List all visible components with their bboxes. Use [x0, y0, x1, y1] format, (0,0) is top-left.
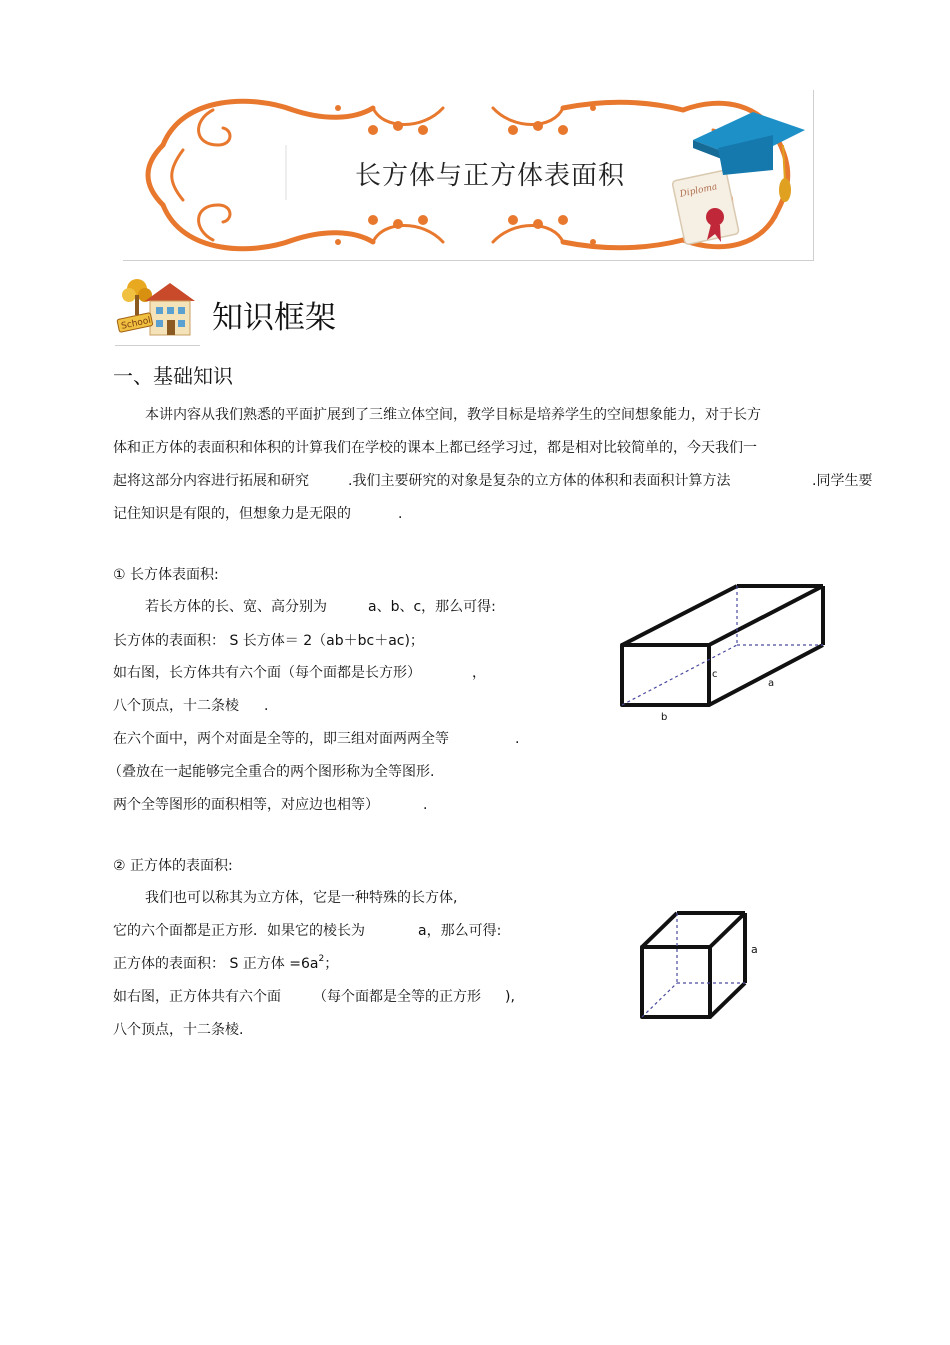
section-title: 知识框架	[212, 300, 336, 336]
cuboid-line-7b: .	[423, 797, 428, 813]
cuboid-line-3b: ，	[472, 665, 486, 681]
school-icon	[115, 273, 200, 345]
subsection-title: 一、基础知识	[113, 364, 233, 388]
intro-line-3b: .我们主要研究的对象是复杂的立方体的体积和表面积计算方法	[348, 473, 731, 489]
cuboid-heading: ① 长方体表面积:	[113, 567, 219, 583]
divider	[115, 345, 200, 346]
cube-line-4c: ),	[505, 989, 515, 1005]
label-a: a	[751, 943, 758, 956]
label-c: c	[712, 669, 718, 680]
cube-line-4b: （每个面都是全等的正方形	[313, 989, 481, 1005]
cuboid-line-4a: 八个顶点，十二条棱	[113, 698, 239, 714]
intro-line-4a: 记住知识是有限的，但想象力是无限的	[113, 506, 351, 522]
svg-text:School: School	[120, 315, 152, 332]
cube-line-2b: a，那么可得:	[418, 923, 502, 939]
intro-line-4b: .	[398, 506, 403, 522]
cuboid-line-3a: 如右图，长方体共有六个面（每个面都是长方形）	[113, 665, 421, 681]
cube-line-1: 我们也可以称其为立方体，它是一种特殊的长方体,	[145, 890, 458, 906]
intro-line-1: 本讲内容从我们熟悉的平面扩展到了三维立体空间，教学目标是培养学生的空间想象能力，对于长方	[145, 407, 761, 423]
diploma-icon	[672, 170, 739, 245]
cube-formula: 正方体的表面积： S 正方体 $=6a^2$；	[113, 954, 339, 972]
label-b: b	[661, 712, 668, 723]
cube-line-5: 八个顶点，十二条棱.	[113, 1022, 244, 1038]
cuboid-figure	[615, 580, 830, 725]
cuboid-line-5a: 在六个面中，两个对面是全等的，即三组对面两两全等	[113, 731, 449, 747]
intro-line-3c: .同学生要	[812, 473, 873, 489]
cuboid-line-4b: .	[264, 698, 269, 714]
svg-text:Diploma: Diploma	[678, 182, 719, 200]
cuboid-line-1b: a、b、c，那么可得:	[368, 599, 496, 615]
cube-heading: ② 正方体的表面积:	[113, 858, 233, 874]
cube-figure	[635, 905, 765, 1025]
school-sign	[117, 313, 153, 333]
cuboid-line-6: （叠放在一起能够完全重合的两个图形称为全等图形.	[108, 764, 435, 780]
exponent: 2	[318, 954, 325, 964]
cuboid-line-7a: 两个全等图形的面积相等，对应边也相等）	[113, 797, 379, 813]
intro-line-3a: 起将这部分内容进行拓展和研究	[113, 473, 309, 489]
cuboid-formula: 长方体的表面积： S 长方体＝ 2（ab＋bc＋ac)；	[113, 633, 424, 649]
cuboid-line-1a: 若长方体的长、宽、高分别为	[145, 599, 327, 615]
tree-icon	[122, 279, 152, 315]
cuboid-line-5b: .	[515, 731, 520, 747]
page-title: 长方体与正方体表面积	[355, 161, 626, 191]
cube-line-2a: 它的六个面都是正方形．如果它的棱长为	[113, 923, 365, 939]
label-a: a	[768, 678, 775, 689]
cube-line-4a: 如右图，正方体共有六个面	[113, 989, 281, 1005]
intro-line-2: 体和正方体的表面积和体积的计算我们在学校的课本上都已经学习过，都是相对比较简单的，今天我们一	[113, 440, 757, 456]
